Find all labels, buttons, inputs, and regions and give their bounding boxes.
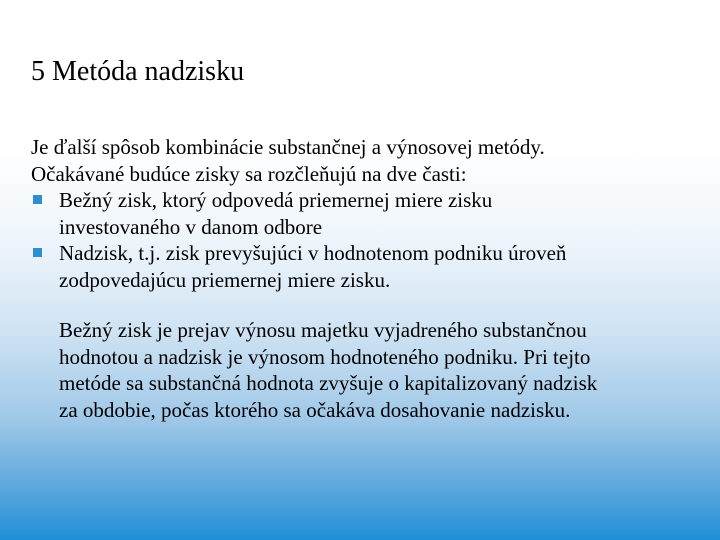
- intro-line-1: Je ďalší spôsob kombinácie substančnej a výnosovej metódy.: [31, 135, 545, 159]
- explanation-line-4: za obdobie, počas ktorého sa očakáva dosahovanie nadzisku.: [59, 397, 571, 422]
- intro-line-2: Očakávané budúce zisky sa rozčleňujú na dve časti:: [31, 161, 467, 186]
- bullet-2-line-2: zodpovedajúcu priemernej miere zisku.: [59, 267, 391, 292]
- explanation-paragraph: [31, 317, 701, 423]
- square-bullet-icon: [33, 195, 42, 204]
- slide-body: [31, 134, 701, 423]
- explanation-line-3: metóde sa substančná hodnota zvyšuje o kapitalizovaný nadzisk: [59, 371, 598, 395]
- bullet-item-excess-profit: [31, 240, 701, 293]
- bullet-item-normal-profit: [31, 187, 701, 240]
- explanation-line-1: Bežný zisk je prejav výnosu majetku vyjadreného substančnou: [59, 318, 587, 342]
- bullet-1-line-1: Bežný zisk, ktorý odpovedá priemernej miere zisku: [59, 188, 493, 212]
- bullet-1-line-2: investovaného v danom odbore: [59, 214, 323, 239]
- slide-title: 5 Metóda nadzisku: [31, 56, 245, 87]
- square-bullet-icon: [33, 248, 42, 257]
- bullet-2-line-1: Nadzisk, t.j. zisk prevyšujúci v hodnotenom podniku úroveň: [59, 241, 567, 265]
- explanation-line-2: hodnotou a nadzisk je výnosom hodnoteného podniku. Pri tejto: [59, 344, 591, 369]
